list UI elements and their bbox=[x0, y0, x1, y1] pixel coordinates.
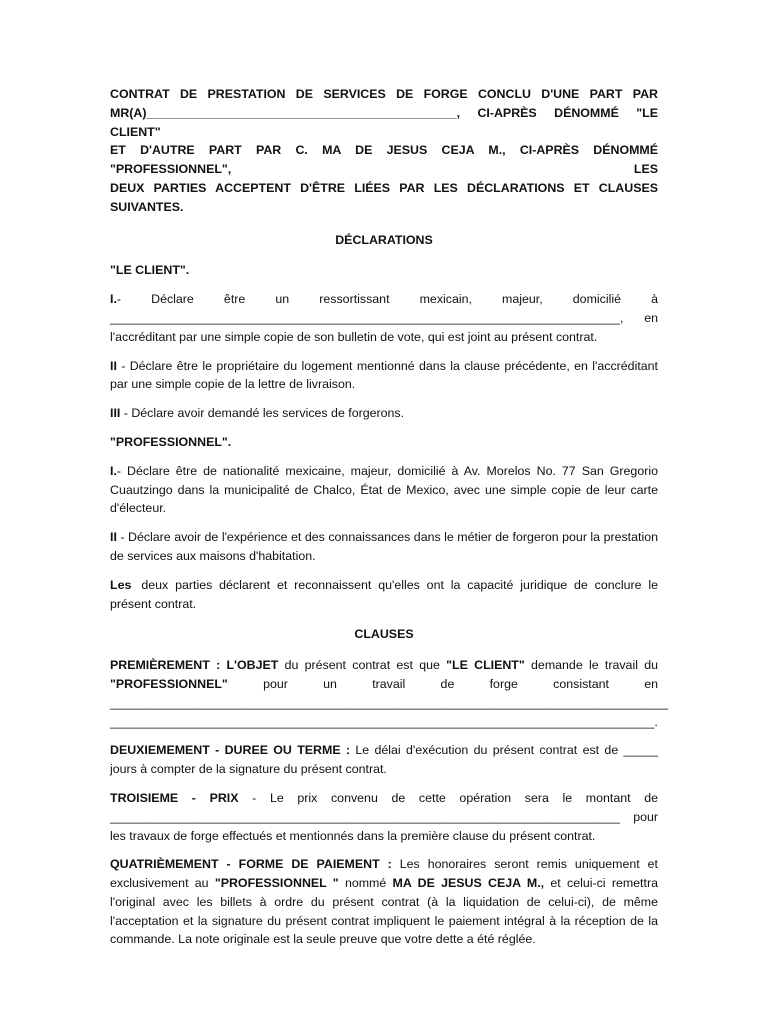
client-heading: "LE CLIENT". bbox=[110, 263, 190, 278]
contract-intro bbox=[110, 85, 658, 217]
roman-numeral: III bbox=[110, 406, 121, 421]
roman-numeral: II bbox=[110, 358, 117, 373]
professional-name: MA DE JESUS CEJA M., bbox=[392, 876, 545, 891]
clause-label: PREMIÈREMENT : L'OBJET bbox=[110, 658, 279, 673]
declarations-heading: DÉCLARATIONS bbox=[335, 232, 433, 247]
client-declaration-2 bbox=[110, 357, 658, 395]
professional-declaration-1 bbox=[110, 462, 658, 518]
clause-label: TROISIEME - PRIX bbox=[110, 790, 239, 805]
intro-line: DEUX PARTIES ACCEPTENT D'ÊTRE LIÉES PAR LES DÉCLARATIONS ET CLAUSES SUIVANTES. bbox=[110, 180, 658, 214]
professional-declaration-2 bbox=[110, 528, 658, 566]
declaration-text: - Déclare avoir de l'expérience et des connaissances dans le métier de forgeron pour la prestation de services aux maisons d'habitation. bbox=[110, 530, 658, 563]
object-blank: _________________________________________________________________________________ bbox=[110, 695, 669, 710]
roman-numeral: I. bbox=[110, 292, 117, 307]
both-parties-declaration bbox=[110, 576, 658, 614]
clause-third: TROISIEME - PRIX - Le prix convenu de cette opération sera le montant de __________________________________________________________________________ pour les travaux de forge effectués et mentionnés dans la première clause du présent contrat. bbox=[110, 790, 659, 843]
roman-numeral: I. bbox=[110, 463, 117, 478]
declaration-text: - Déclare être le propriétaire du logement mentionné dans la clause précédente, en l'accréditant par une simple copie de la lettre de livraison. bbox=[110, 358, 658, 392]
declaration-text: l'accréditant par une simple copie de son bulletin de vote, qui est joint au présent contrat. bbox=[110, 329, 598, 344]
address-blank: __________________________________________________________________________, en bbox=[110, 310, 658, 325]
professional-heading: "PROFESSIONNEL". bbox=[110, 434, 232, 449]
client-declaration-1 bbox=[110, 290, 658, 346]
declaration-text: deux parties déclarent et reconnaissent qu'elles ont la capacité juridique de conclure le présent contrat. bbox=[110, 577, 658, 611]
declaration-text: - Déclare être de nationalité mexicaine, majeur, domicilié à Av. Morelos No. 77 San Gregorio Cuautzingo dans la municipalité de Chalco, État de Mexico, avec une simple copie de leur carte d'électeur. bbox=[110, 463, 658, 516]
object-blank: _______________________________________________________________________________. bbox=[110, 714, 658, 729]
declaration-text: - Déclare être un ressortissant mexicain, majeur, domicilié à bbox=[116, 292, 658, 307]
intro-line: MR(A)_____________________________________________, CI-APRÈS DÉNOMMÉ "LE CLIENT" bbox=[110, 105, 658, 139]
intro-line: ET D'AUTRE PART PAR C. MA DE JESUS CEJA M., CI-APRÈS DÉNOMMÉ "PROFESSIONNEL", LES bbox=[110, 143, 658, 177]
roman-numeral: II bbox=[110, 530, 117, 545]
lead-word: Les bbox=[110, 577, 132, 592]
price-blank: __________________________________________________________________________ pour bbox=[110, 809, 658, 824]
clause-first: PREMIÈREMENT : L'OBJET du présent contrat est que "LE CLIENT" demande le travail du "PROFESSIONNEL" pour un travail de forge consistant en _________________________________________________________________________________ _______________________________________________________________________________. bbox=[110, 656, 658, 731]
clause-label: DEUXIEMEMENT - DUREE OU TERME : bbox=[110, 743, 351, 758]
clause-fourth: QUATRIÈMEMENT - FORME DE PAIEMENT : Les honoraires seront remis uniquement et exclusivement au "PROFESSIONNEL " nommé MA DE JESUS CEJA M., et celui-ci remettra l'original avec les billets à ordre du présent contrat (à la liquidation de celui-ci), de même l'acceptation et la signature du présent contrat impliquent le paiement intégral à la réception de la commande. La note originale est la seule preuve que votre dette a été réglée. bbox=[110, 857, 659, 947]
contract-body bbox=[110, 85, 669, 959]
declaration-text: - Déclare avoir demandé les services de forgerons. bbox=[120, 406, 405, 421]
clause-label: QUATRIÈMEMENT - FORME DE PAIEMENT : bbox=[110, 857, 392, 872]
clauses-heading: CLAUSES bbox=[354, 627, 414, 642]
client-declaration-3 bbox=[110, 404, 658, 423]
clause-second: DEUXIEMEMENT - DUREE OU TERME : Le délai d'exécution du présent contrat est de _____ jours à compter de la signature du présent contrat. bbox=[110, 743, 659, 777]
intro-line: CONTRAT DE PRESTATION DE SERVICES DE FORGE CONCLU D'UNE PART PAR bbox=[110, 87, 658, 101]
